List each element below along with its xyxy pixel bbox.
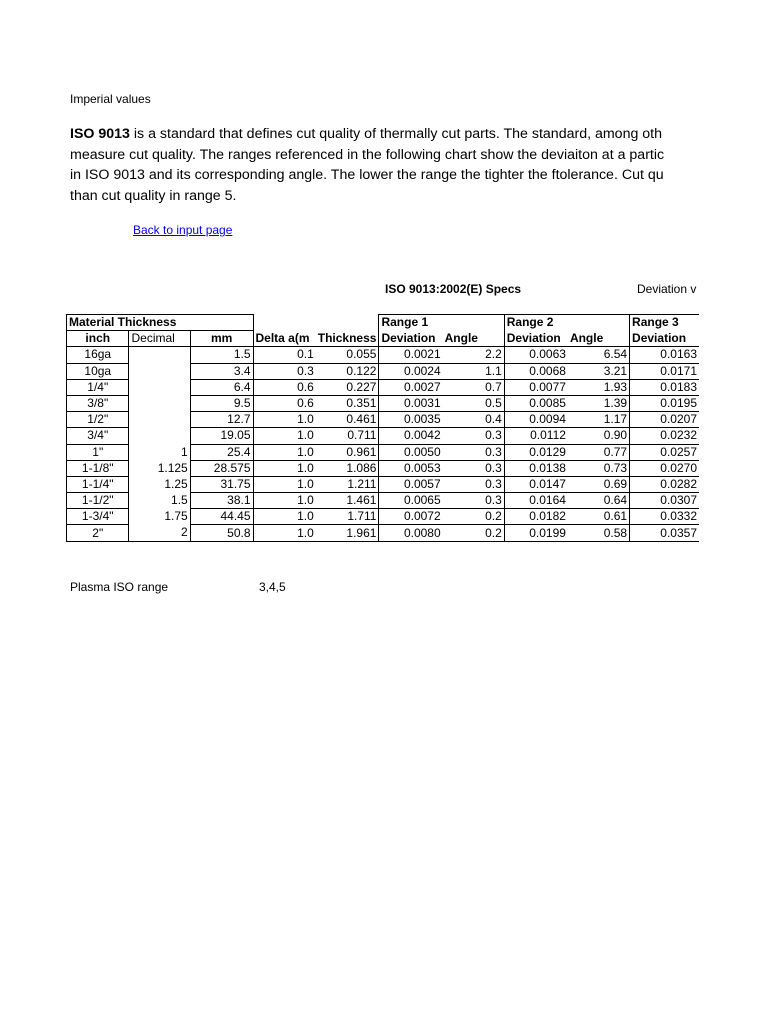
cell-r1-angle: 0.3 (443, 476, 505, 492)
cell-r1-deviation: 0.0053 (379, 460, 443, 476)
cell-r1-angle: 0.7 (443, 379, 505, 395)
material-thickness-header: Material Thickness (67, 315, 254, 331)
cell-delta: 1.0 (253, 428, 316, 444)
cell-mm: 1.5 (190, 347, 253, 363)
cell-thickness: 1.211 (316, 476, 379, 492)
intro-line-3: in ISO 9013 and its corresponding angle. The lower the range the tighter the ftolerance. Cut qu (70, 167, 664, 183)
intro-line-4: than cut quality in range 5. (70, 187, 237, 204)
table-row (67, 395, 700, 411)
decimal-header: Decimal (129, 331, 190, 347)
cell-r2-deviation: 0.0164 (504, 493, 568, 509)
cell-delta: 0.6 (253, 395, 316, 411)
cell-decimal: 1.25 (129, 476, 190, 492)
cell-r2-deviation: 0.0063 (504, 347, 568, 363)
cell-delta: 1.0 (253, 444, 316, 460)
cell-inch: 1/2" (67, 412, 129, 428)
cell-r2-deviation: 0.0182 (504, 509, 568, 525)
cell-decimal: 1.125 (129, 460, 190, 476)
cell-r2-angle: 0.73 (568, 460, 630, 476)
cell-thickness: 1.086 (316, 460, 379, 476)
cell-r1-deviation: 0.0024 (379, 363, 443, 379)
cell-r1-angle: 0.2 (443, 509, 505, 525)
cell-r3-deviation: 0.0357 (630, 525, 699, 541)
cell-r2-angle: 1.17 (568, 412, 630, 428)
cell-decimal (129, 363, 190, 379)
cell-decimal (129, 379, 190, 395)
cell-delta: 1.0 (253, 476, 316, 492)
cell-mm: 3.4 (190, 363, 253, 379)
cell-r1-angle: 0.3 (443, 428, 505, 444)
range-1-angle-header: Angle (443, 331, 505, 347)
cell-mm: 28.575 (190, 460, 253, 476)
cell-mm: 50.8 (190, 525, 253, 541)
cell-r2-deviation: 0.0199 (504, 525, 568, 541)
cell-delta: 1.0 (253, 460, 316, 476)
iso-spec-table-container (66, 314, 699, 550)
cell-r1-deviation: 0.0035 (379, 412, 443, 428)
cell-r2-deviation: 0.0129 (504, 444, 568, 460)
table-row (67, 412, 700, 428)
cell-r1-deviation: 0.0057 (379, 476, 443, 492)
cell-r2-deviation: 0.0138 (504, 460, 568, 476)
cell-r1-angle: 1.1 (443, 363, 505, 379)
delta-header: Delta a(m (253, 331, 316, 347)
cell-r2-angle: 0.64 (568, 493, 630, 509)
cell-mm: 12.7 (190, 412, 253, 428)
cell-delta: 1.0 (253, 493, 316, 509)
cell-thickness: 0.461 (316, 412, 379, 428)
cell-thickness: 0.227 (316, 379, 379, 395)
back-to-input-link[interactable]: Back to input page (133, 223, 233, 237)
iso-spec-table-body (67, 347, 700, 541)
cell-r2-angle: 6.54 (568, 347, 630, 363)
table-row (67, 363, 700, 379)
cell-decimal: 1.75 (129, 509, 190, 525)
cell-r2-angle: 1.93 (568, 379, 630, 395)
cell-r3-deviation: 0.0332 (630, 509, 699, 525)
cell-delta: 0.3 (253, 363, 316, 379)
cell-thickness: 1.961 (316, 525, 379, 541)
cell-decimal: 2 (129, 525, 190, 541)
cell-r1-deviation: 0.0050 (379, 444, 443, 460)
table-row (67, 476, 700, 492)
range-2-header: Range 2 (504, 315, 568, 331)
cell-inch: 3/8" (67, 395, 129, 411)
cell-mm: 19.05 (190, 428, 253, 444)
range-3-deviation-header: Deviation (630, 331, 699, 347)
cell-delta: 1.0 (253, 412, 316, 428)
cell-delta: 1.0 (253, 509, 316, 525)
cell-mm: 31.75 (190, 476, 253, 492)
cell-inch: 16ga (67, 347, 129, 363)
cell-mm: 6.4 (190, 379, 253, 395)
cell-r2-deviation: 0.0068 (504, 363, 568, 379)
cell-r2-deviation: 0.0085 (504, 395, 568, 411)
cell-delta: 0.6 (253, 379, 316, 395)
cell-r1-deviation: 0.0065 (379, 493, 443, 509)
cell-r3-deviation: 0.0163 (630, 347, 699, 363)
table-row (67, 509, 700, 525)
cell-delta: 0.1 (253, 347, 316, 363)
cell-mm: 25.4 (190, 444, 253, 460)
cell-r3-deviation: 0.0232 (630, 428, 699, 444)
cell-inch: 1-1/8" (67, 460, 129, 476)
intro-line-2: measure cut quality. The ranges referenced in the following chart show the deviaiton at a partic (70, 146, 665, 163)
cell-r1-deviation: 0.0021 (379, 347, 443, 363)
cell-r2-angle: 0.61 (568, 509, 630, 525)
plasma-iso-range-value: 3,4,5 (259, 580, 286, 594)
cell-inch: 3/4" (67, 428, 129, 444)
plasma-iso-range-label: Plasma ISO range (70, 580, 169, 594)
cell-r1-angle: 0.5 (443, 395, 505, 411)
cell-r2-deviation: 0.0077 (504, 379, 568, 395)
range-2-deviation-header: Deviation (504, 331, 568, 347)
cell-r1-angle: 0.4 (443, 412, 505, 428)
cell-r3-deviation: 0.0282 (630, 476, 699, 492)
cell-inch: 1-1/4" (67, 476, 129, 492)
table-row (67, 525, 700, 541)
table-row (67, 347, 700, 363)
cell-r2-angle: 1.39 (568, 395, 630, 411)
cell-r2-deviation: 0.0094 (504, 412, 568, 428)
cell-r1-angle: 0.3 (443, 493, 505, 509)
cell-r1-angle: 0.2 (443, 525, 505, 541)
table-column-header-row (67, 331, 700, 347)
specs-title: ISO 9013:2002(E) Specs (385, 282, 522, 296)
cell-inch: 1/4" (67, 379, 129, 395)
cell-r3-deviation: 0.0171 (630, 363, 699, 379)
imperial-values-label: Imperial values (70, 92, 151, 106)
cell-r2-deviation: 0.0147 (504, 476, 568, 492)
cell-thickness: 0.961 (316, 444, 379, 460)
cell-inch: 10ga (67, 363, 129, 379)
cell-r1-deviation: 0.0072 (379, 509, 443, 525)
cell-thickness: 0.351 (316, 395, 379, 411)
cell-r1-deviation: 0.0031 (379, 395, 443, 411)
cell-r2-angle: 0.69 (568, 476, 630, 492)
iso-spec-table (66, 314, 699, 542)
cell-thickness: 0.055 (316, 347, 379, 363)
intro-line-1: ISO 9013 is a standard that defines cut quality of thermally cut parts. The standard, among oth (70, 126, 663, 142)
table-row (67, 379, 700, 395)
cell-r2-angle: 0.90 (568, 428, 630, 444)
table-row (67, 428, 700, 444)
intro-paragraph (70, 124, 700, 206)
cell-mm: 44.45 (190, 509, 253, 525)
cell-inch: 2" (67, 525, 129, 541)
cell-r3-deviation: 0.0207 (630, 412, 699, 428)
cell-inch: 1-1/2" (67, 493, 129, 509)
cell-r1-deviation: 0.0042 (379, 428, 443, 444)
range-3-header: Range 3 (630, 315, 699, 331)
table-group-header-row (67, 315, 700, 331)
cell-r1-angle: 0.3 (443, 444, 505, 460)
range-2-angle-header: Angle (568, 331, 630, 347)
cell-delta: 1.0 (253, 525, 316, 541)
cell-decimal (129, 412, 190, 428)
cell-r3-deviation: 0.0183 (630, 379, 699, 395)
range-1-deviation-header: Deviation (379, 331, 443, 347)
cell-decimal: 1.5 (129, 493, 190, 509)
cell-r1-deviation: 0.0080 (379, 525, 443, 541)
cell-thickness: 1.461 (316, 493, 379, 509)
thickness-header: Thickness (316, 331, 379, 347)
cell-decimal: 1 (129, 444, 190, 460)
cell-thickness: 0.711 (316, 428, 379, 444)
cell-inch: 1" (67, 444, 129, 460)
cell-r3-deviation: 0.0307 (630, 493, 699, 509)
range-1-header: Range 1 (379, 315, 443, 331)
table-row (67, 493, 700, 509)
cell-r2-angle: 3.21 (568, 363, 630, 379)
cell-decimal (129, 395, 190, 411)
cell-r2-angle: 0.58 (568, 525, 630, 541)
cell-r3-deviation: 0.0270 (630, 460, 699, 476)
cell-r2-angle: 0.77 (568, 444, 630, 460)
cell-inch: 1-3/4" (67, 509, 129, 525)
cell-r3-deviation: 0.0257 (630, 444, 699, 460)
cell-mm: 38.1 (190, 493, 253, 509)
cell-r1-angle: 2.2 (443, 347, 505, 363)
table-row (67, 444, 700, 460)
cell-r2-deviation: 0.0112 (504, 428, 568, 444)
iso-9013-bold: ISO 9013 (70, 126, 130, 142)
cell-thickness: 0.122 (316, 363, 379, 379)
cell-thickness: 1.711 (316, 509, 379, 525)
inch-header: inch (67, 331, 129, 347)
cell-r1-deviation: 0.0027 (379, 379, 443, 395)
cell-decimal (129, 428, 190, 444)
cell-mm: 9.5 (190, 395, 253, 411)
cell-r3-deviation: 0.0195 (630, 395, 699, 411)
cell-r1-angle: 0.3 (443, 460, 505, 476)
mm-header: mm (190, 331, 253, 347)
deviation-values-label: Deviation v (637, 282, 697, 296)
table-row (67, 460, 700, 476)
cell-decimal (129, 347, 190, 363)
